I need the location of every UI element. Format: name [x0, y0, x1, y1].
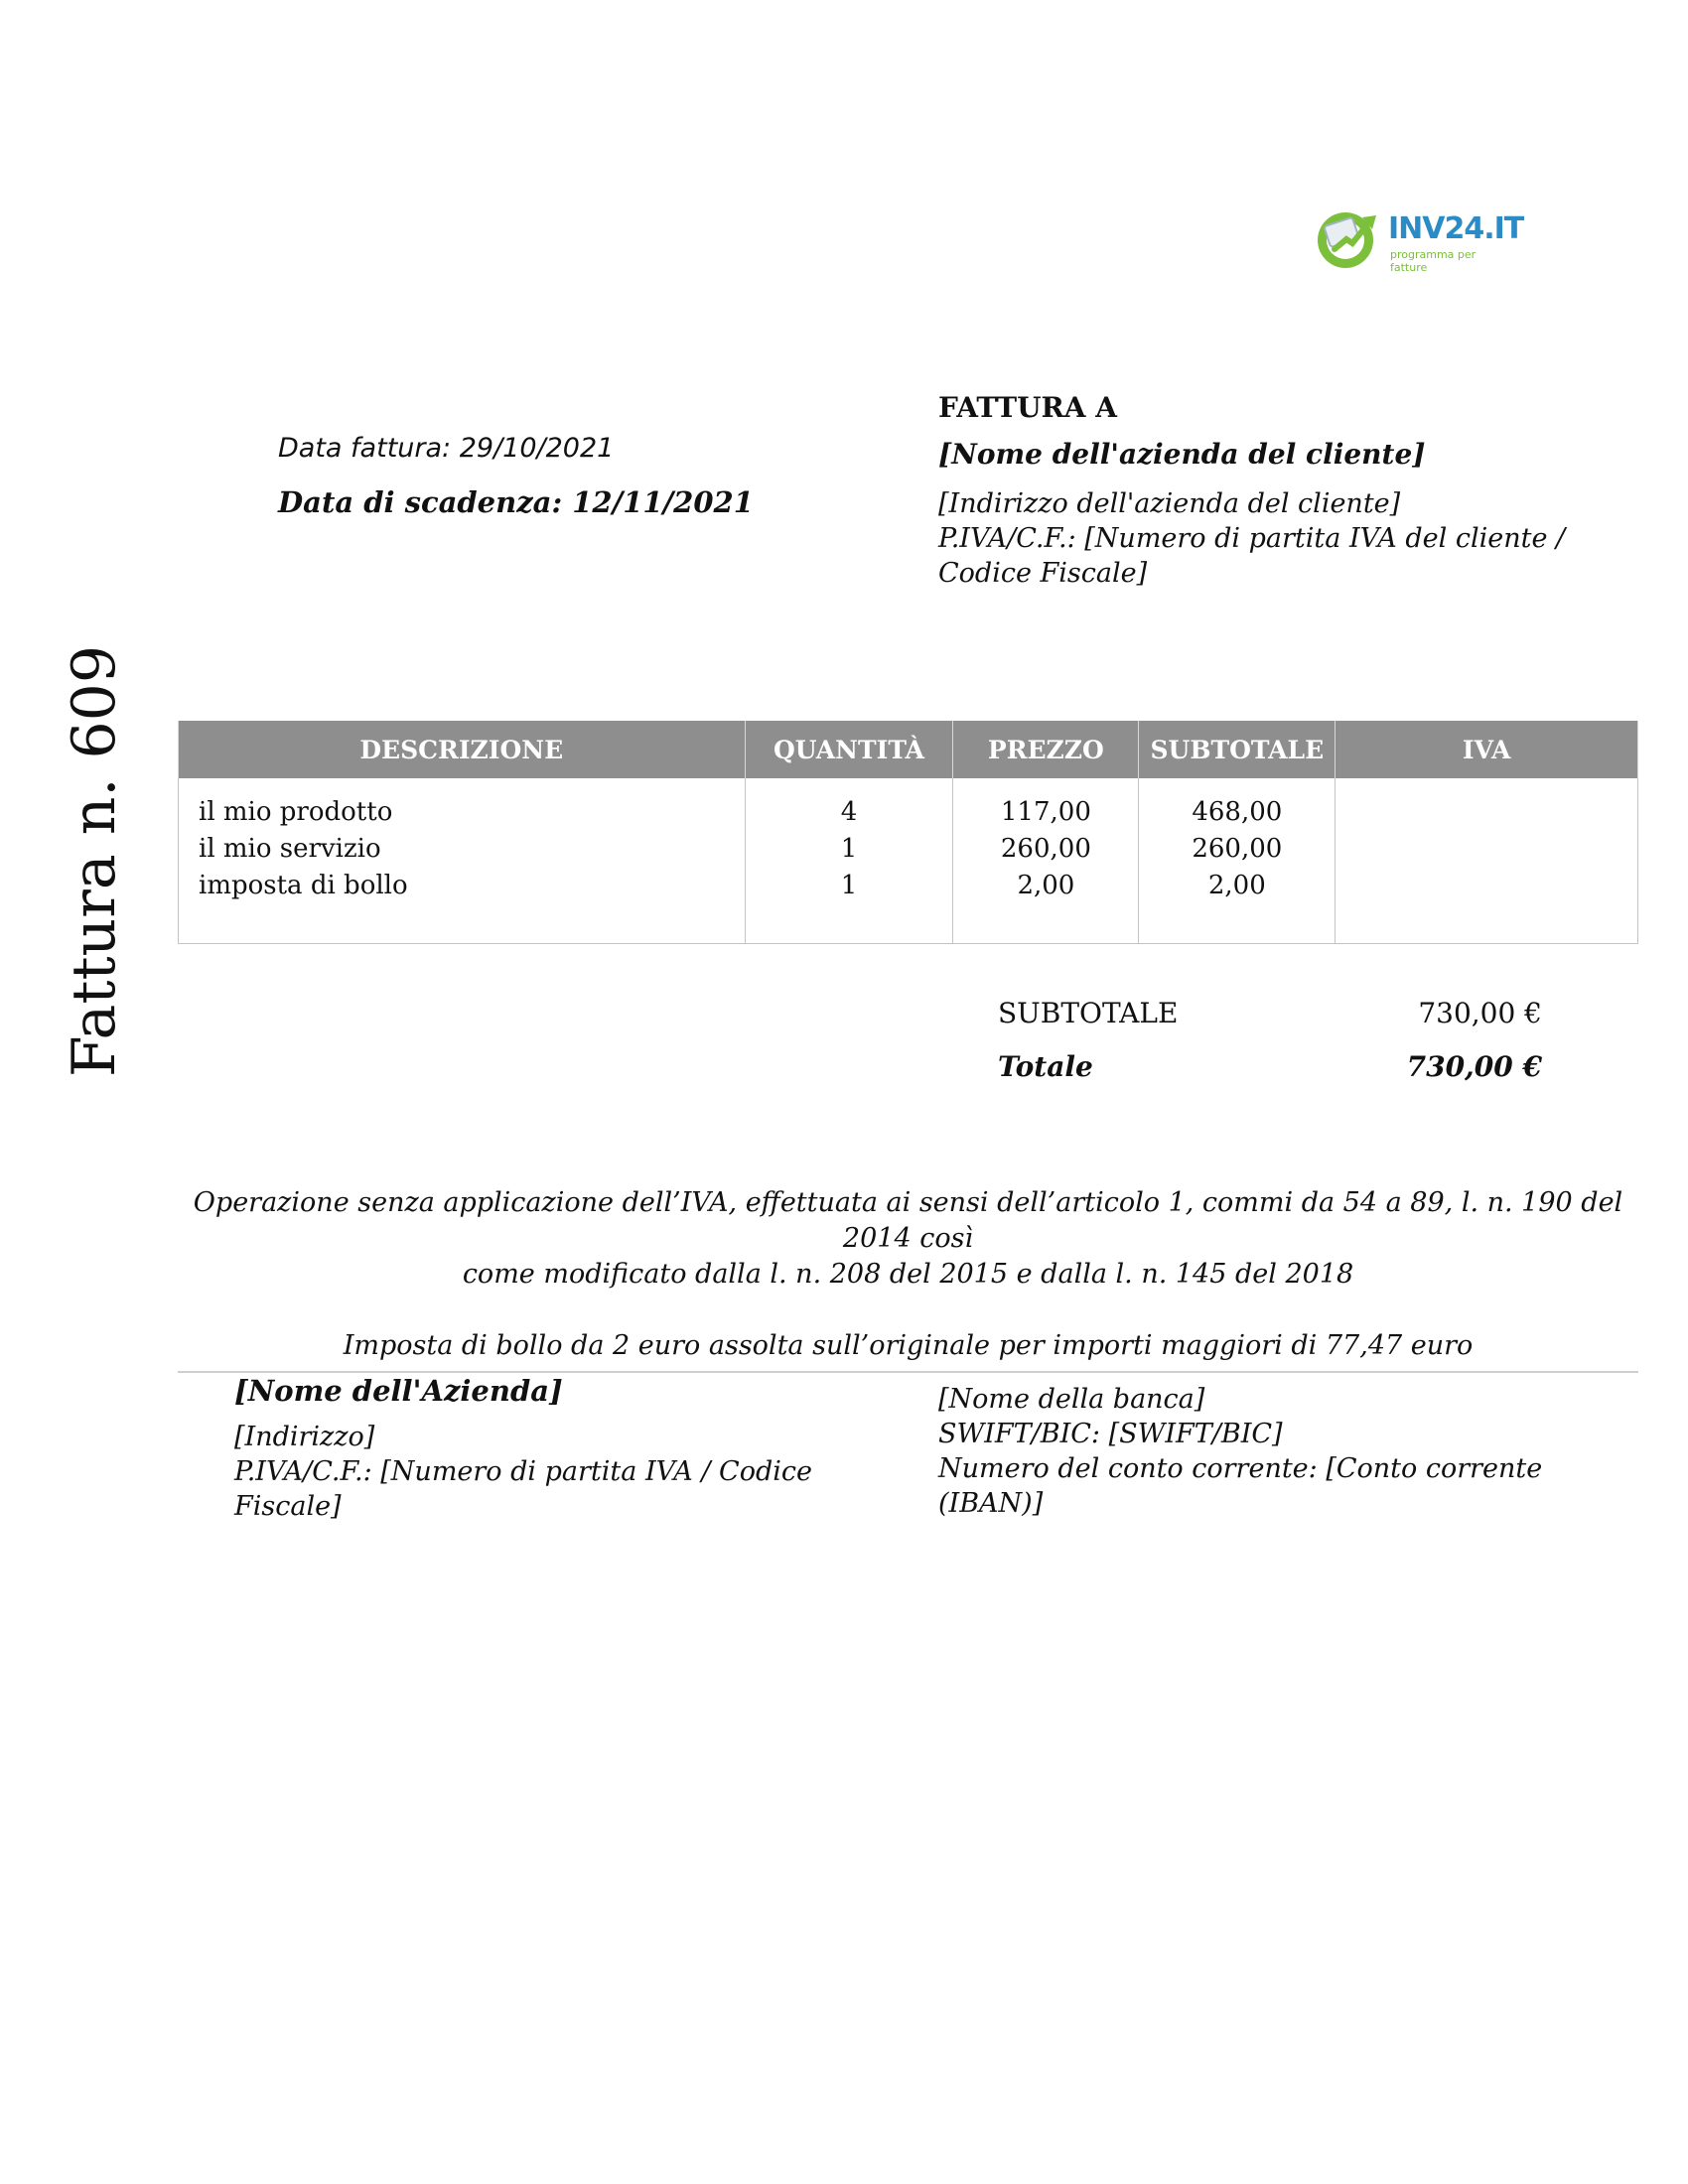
bank-name: [Nome della banca] [938, 1384, 1205, 1415]
invoice-dates [278, 433, 754, 519]
bank-swift: SWIFT/BIC: [SWIFT/BIC] [938, 1419, 1283, 1449]
items-table [178, 721, 1638, 944]
issuer-address: [Indirizzo] [234, 1422, 375, 1452]
client-details [938, 486, 1574, 591]
client-vat-line2: Codice Fiscale] [938, 558, 1148, 589]
col-quantity: QUANTITÀ [745, 721, 953, 778]
col-vat: IVA [1336, 721, 1638, 778]
cell-subtotals [1139, 778, 1336, 944]
client-block [938, 391, 1574, 591]
cell-prices [953, 778, 1139, 944]
logo-tagline: programma per fatture [1390, 248, 1477, 274]
due-date: Data di scadenza: 12/11/2021 [278, 485, 754, 519]
table-header-row [179, 721, 1638, 778]
item-subtotal: 260,00 [1192, 834, 1283, 864]
item-price: 117,00 [1000, 797, 1091, 827]
total-row [998, 1050, 1554, 1104]
item-quantity: 1 [840, 871, 858, 900]
invoice-number-title: Fattura n. 609 [60, 644, 129, 1077]
issuer-details [234, 1420, 910, 1524]
item-subtotal: 468,00 [1192, 797, 1283, 827]
stamp-duty-note: Imposta di bollo da 2 euro assolta sull’originale per importi maggiori di 77,47 euro [343, 1330, 1474, 1361]
table-body-row [179, 778, 1638, 944]
vat-exemption-note-line1: Operazione senza applicazione dell’IVA, effettuata ai sensi dell’articolo 1, commi da 54 a 89, l. n. 190 del 2014 così [193, 1187, 1623, 1254]
issuer-vat: P.IVA/C.F.: [Numero di partita IVA / Codice Fiscale] [234, 1456, 812, 1522]
total-label: Totale [998, 1050, 1093, 1083]
item-quantity: 1 [840, 834, 858, 864]
item-price: 260,00 [1000, 834, 1091, 864]
subtotal-row [998, 997, 1554, 1050]
legal-notes [178, 1185, 1638, 1364]
client-address: [Indirizzo dell'azienda del cliente] [938, 488, 1401, 519]
cell-quantities [745, 778, 953, 944]
issuer-name: [Nome dell'Azienda] [234, 1374, 563, 1408]
cell-descriptions [179, 778, 746, 944]
col-subtotal: SUBTOTALE [1139, 721, 1336, 778]
col-price: PREZZO [953, 721, 1139, 778]
invoice-date: Data fattura: 29/10/2021 [278, 433, 615, 464]
issuer-block [234, 1374, 910, 1524]
bank-block [938, 1382, 1638, 1521]
bank-account: Numero del conto corrente: [Conto corrente (IBAN)] [938, 1453, 1543, 1519]
total-value: 730,00 € [1406, 1050, 1542, 1083]
logo-icon [1313, 204, 1384, 273]
cell-vat [1336, 778, 1638, 944]
col-description: DESCRIZIONE [179, 721, 746, 778]
client-vat-line1: P.IVA/C.F.: [Numero di partita IVA del cliente / [938, 523, 1566, 554]
item-description: il mio servizio [199, 834, 381, 864]
vat-exemption-note-line2: come modificato dalla l. n. 208 del 2015 e dalla l. n. 145 del 2018 [462, 1259, 1354, 1290]
item-subtotal: 2,00 [1207, 871, 1266, 900]
subtotal-value: 730,00 € [1418, 997, 1542, 1029]
footer-divider [178, 1371, 1638, 1373]
item-description: il mio prodotto [199, 797, 393, 827]
item-description: imposta di bollo [199, 871, 408, 900]
totals-block [998, 997, 1554, 1104]
item-quantity: 4 [840, 797, 858, 827]
logo-name: INV24.IT [1388, 211, 1524, 246]
company-logo [1313, 204, 1524, 274]
subtotal-label: SUBTOTALE [998, 997, 1179, 1029]
client-heading: FATTURA A [938, 391, 1117, 424]
client-name: [Nome dell'azienda del cliente] [938, 438, 1426, 471]
item-price: 2,00 [1017, 871, 1075, 900]
